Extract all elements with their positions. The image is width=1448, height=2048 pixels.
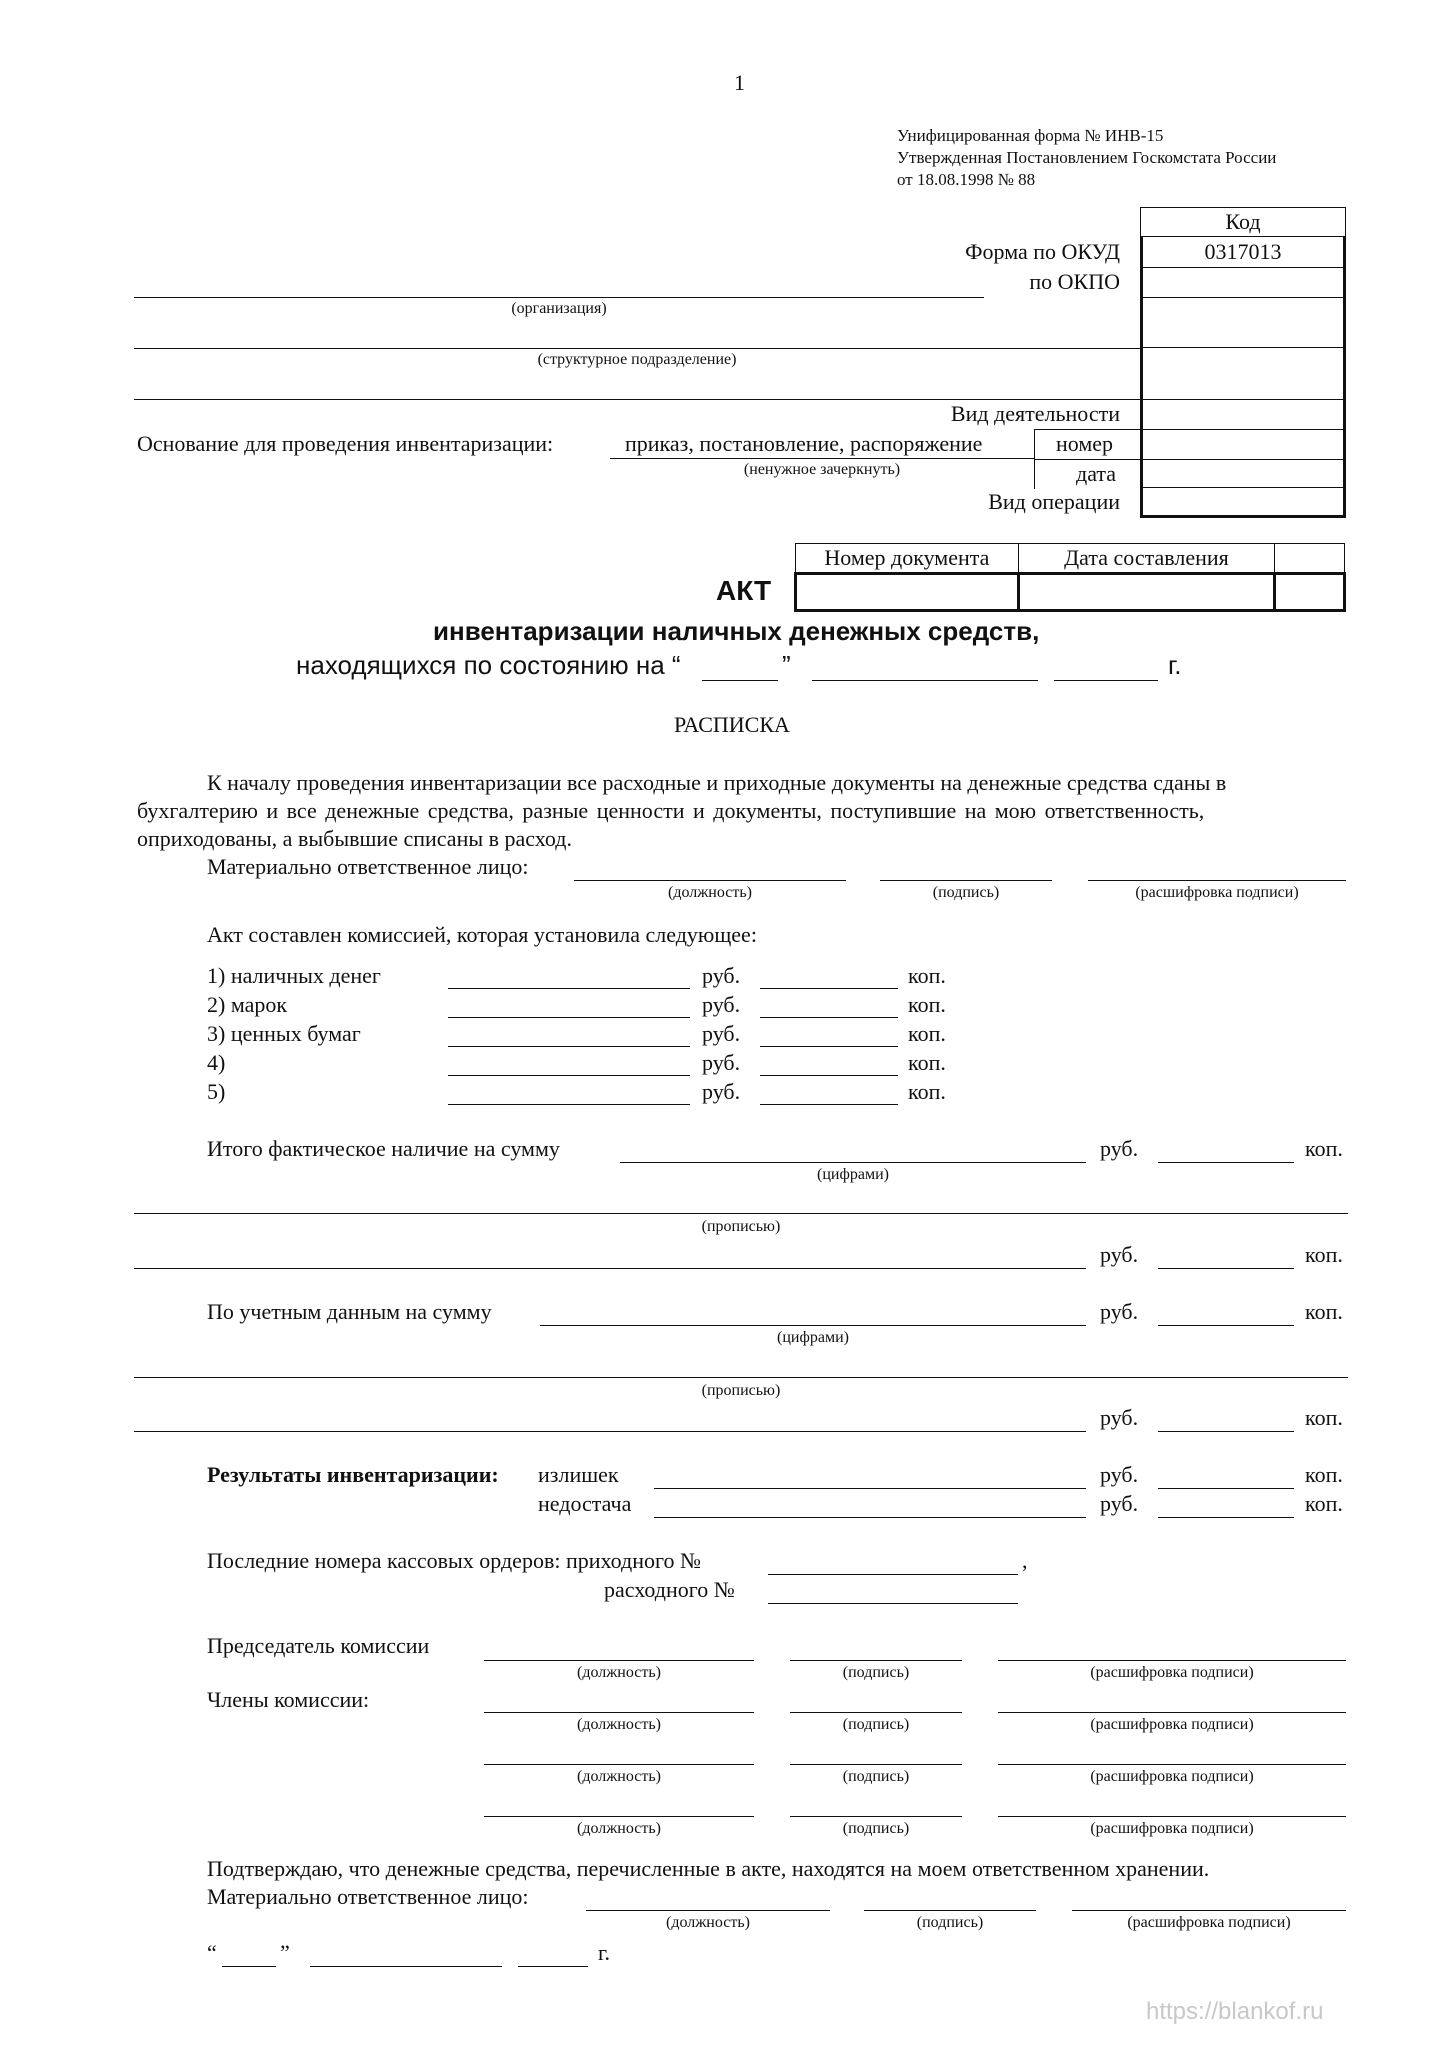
surplus-kop-field[interactable] — [1158, 1488, 1294, 1489]
basis-value: приказ, постановление, распоряжение — [625, 431, 983, 456]
caption-position: (должность) — [666, 1914, 750, 1931]
kop-label: коп. — [908, 992, 946, 1017]
actual-total-kop-field[interactable] — [1158, 1162, 1294, 1163]
year-suffix: г. — [1168, 650, 1182, 680]
division-line[interactable] — [134, 348, 1140, 349]
strike-caption: (ненужное зачеркнуть) — [743, 461, 901, 478]
okpo-label: по ОКПО — [1029, 269, 1120, 294]
caption-signature: (подпись) — [842, 1820, 910, 1837]
caption-position: (должность) — [577, 1664, 661, 1681]
caption-position: (должность) — [577, 1768, 661, 1785]
member-position-field[interactable] — [484, 1712, 754, 1713]
caption-signature: (подпись) — [932, 884, 1000, 901]
surplus-label: излишек — [538, 1462, 619, 1487]
confirm-month-field[interactable] — [310, 1966, 502, 1967]
results-label: Результаты инвентаризации: — [207, 1462, 499, 1487]
doc-number-field[interactable] — [796, 574, 1019, 611]
kop-label: коп. — [908, 1079, 946, 1104]
actual-total-words-field-2[interactable] — [134, 1268, 1086, 1269]
confirm-day-field[interactable] — [222, 1966, 276, 1967]
caption-signature: (подпись) — [916, 1914, 984, 1931]
basis-label: Основание для проведения инвентаризации: — [137, 431, 554, 456]
code-box — [1140, 236, 1346, 518]
item-rub-field[interactable] — [448, 1017, 690, 1018]
book-total-words-field[interactable] — [134, 1377, 1348, 1378]
actual-total-digits-field[interactable] — [620, 1162, 1086, 1163]
receipt-para-line1: К началу проведения инвентаризации все расходные и приходные документы на денежные средства сданы в — [207, 770, 1227, 795]
outgoing-order-label: расходного № — [604, 1577, 735, 1602]
rub-label: руб. — [1100, 1136, 1139, 1161]
actual-total-words-kop-field[interactable] — [1158, 1268, 1294, 1269]
incoming-order-field[interactable] — [768, 1574, 1018, 1575]
caption-decoding: (расшифровка подписи) — [1090, 1768, 1254, 1785]
member-position-field[interactable] — [484, 1764, 754, 1765]
rub-label: руб. — [702, 1079, 741, 1104]
rub-label: руб. — [702, 1050, 741, 1075]
caption-decoding: (расшифровка подписи) — [1090, 1820, 1254, 1837]
caption-digits: (цифрами) — [817, 1166, 889, 1183]
item-kop-field[interactable] — [760, 1046, 898, 1047]
caption-position: (должность) — [668, 884, 752, 901]
extra-line[interactable] — [134, 399, 1140, 400]
confirm-signature-field[interactable] — [864, 1910, 1036, 1911]
shortage-label: недостача — [538, 1491, 632, 1516]
receipt-title: РАСПИСКА — [674, 712, 790, 737]
orders-label: Последние номера кассовых ордеров: приходного № — [207, 1548, 701, 1573]
akt-title: АКТ — [716, 575, 772, 606]
rub-label: руб. — [1100, 1491, 1139, 1516]
receipt-para-line3: оприходованы, а выбывшие списаны в расход. — [137, 826, 572, 851]
receipt-decoding-field[interactable] — [1088, 880, 1346, 881]
member-signature-field[interactable] — [790, 1764, 962, 1765]
shortage-kop-field[interactable] — [1158, 1517, 1294, 1518]
item-label: 5) — [207, 1079, 226, 1104]
kop-label: коп. — [908, 963, 946, 988]
orders-comma: , — [1022, 1548, 1028, 1573]
rub-label: руб. — [1100, 1299, 1139, 1324]
rub-label: руб. — [1100, 1242, 1139, 1267]
caption-decoding: (расшифровка подписи) — [1127, 1914, 1291, 1931]
member-position-field[interactable] — [484, 1816, 754, 1817]
kop-label: коп. — [1305, 1462, 1343, 1487]
members-label: Члены комиссии: — [207, 1687, 370, 1712]
item-kop-field[interactable] — [760, 1017, 898, 1018]
receipt-mol-label: Материально ответственное лицо: — [207, 854, 529, 879]
item-kop-field[interactable] — [760, 1104, 898, 1105]
organization-caption: (организация) — [511, 300, 607, 317]
member-decoding-field[interactable] — [998, 1764, 1346, 1765]
doc-date-header: Дата составления — [1018, 544, 1274, 574]
watermark: https://blankof.ru — [1146, 1998, 1324, 2025]
okud-value: 0317013 — [1204, 239, 1282, 264]
member-signature-field[interactable] — [790, 1816, 962, 1817]
caption-signature: (подпись) — [842, 1716, 910, 1733]
item-rub-field[interactable] — [448, 1075, 690, 1076]
kop-label: коп. — [1305, 1299, 1343, 1324]
chairman-signature-field[interactable] — [790, 1660, 962, 1661]
rub-label: руб. — [702, 992, 741, 1017]
caption-decoding: (расшифровка подписи) — [1090, 1664, 1254, 1681]
chairman-label: Председатель комиссии — [207, 1633, 430, 1658]
date-label: дата — [1076, 461, 1117, 486]
division-caption: (структурное подразделение) — [537, 351, 737, 368]
quote-close: ” — [782, 650, 791, 680]
item-label: 4) — [207, 1050, 226, 1075]
book-total-label: По учетным данным на сумму — [207, 1299, 492, 1324]
item-label: 1) наличных денег — [207, 963, 381, 988]
confirm-mol-label: Материально ответственное лицо: — [207, 1884, 529, 1909]
caption-words: (прописью) — [701, 1218, 781, 1235]
kop-label: коп. — [908, 1050, 946, 1075]
commission-intro: Акт составлен комиссией, которая установила следующее: — [207, 922, 757, 947]
item-rub-field[interactable] — [448, 1104, 690, 1105]
kop-label: коп. — [1305, 1491, 1343, 1516]
kop-label: коп. — [908, 1021, 946, 1046]
caption-decoding: (расшифровка подписи) — [1135, 884, 1299, 901]
kop-label: коп. — [1305, 1405, 1343, 1430]
organization-line[interactable] — [134, 297, 984, 298]
doc-number-header: Номер документа — [796, 544, 1019, 574]
surplus-field[interactable] — [654, 1488, 1086, 1489]
receipt-para-line2: бухгалтерию и все денежные средства, разные ценности и документы, поступившие на мою ответственность, — [137, 798, 1205, 823]
receipt-signature-field[interactable] — [880, 880, 1052, 881]
actual-total-words-field[interactable] — [134, 1213, 1348, 1214]
number-label: номер — [1056, 431, 1114, 456]
caption-signature: (подпись) — [842, 1664, 910, 1681]
member-decoding-field[interactable] — [998, 1712, 1346, 1713]
year-field[interactable] — [1054, 680, 1158, 681]
kop-label: коп. — [1305, 1242, 1343, 1267]
outgoing-order-field[interactable] — [768, 1603, 1018, 1604]
caption-decoding: (расшифровка подписи) — [1090, 1716, 1254, 1733]
akt-state-line: находящихся по состоянию на “ — [296, 650, 681, 680]
approval-line: Утвержденная Постановлением Госкомстата России — [897, 148, 1277, 167]
document-table — [794, 543, 1346, 612]
activity-type-label: Вид деятельности — [950, 401, 1120, 426]
day-field[interactable] — [702, 680, 778, 681]
caption-signature: (подпись) — [842, 1768, 910, 1785]
book-total-words-field-2[interactable] — [134, 1431, 1086, 1432]
item-label: 3) ценных бумаг — [207, 1021, 361, 1046]
book-total-words-kop-field[interactable] — [1158, 1431, 1294, 1432]
confirm-position-field[interactable] — [586, 1910, 830, 1911]
month-field[interactable] — [812, 680, 1038, 681]
member-signature-field[interactable] — [790, 1712, 962, 1713]
code-header: Код — [1140, 207, 1346, 237]
member-decoding-field[interactable] — [998, 1816, 1346, 1817]
item-kop-field[interactable] — [760, 988, 898, 989]
receipt-position-field[interactable] — [574, 880, 846, 881]
chairman-position-field[interactable] — [484, 1660, 754, 1661]
confirm-year-suffix: г. — [598, 1940, 611, 1965]
item-kop-field[interactable] — [760, 1075, 898, 1076]
item-label: 2) марок — [207, 992, 288, 1017]
page-number: 1 — [734, 70, 745, 95]
confirm-decoding-field[interactable] — [1072, 1910, 1346, 1911]
rub-label: руб. — [1100, 1462, 1139, 1487]
akt-subtitle: инвентаризации наличных денежных средств, — [433, 616, 1040, 646]
confirm-year-field[interactable] — [518, 1966, 588, 1967]
actual-total-label: Итого фактическое наличие на сумму — [207, 1136, 560, 1161]
rub-label: руб. — [702, 963, 741, 988]
caption-position: (должность) — [577, 1716, 661, 1733]
shortage-field[interactable] — [654, 1517, 1086, 1518]
approval-date-line: от 18.08.1998 № 88 — [897, 170, 1036, 189]
caption-position: (должность) — [577, 1820, 661, 1837]
chairman-decoding-field[interactable] — [998, 1660, 1346, 1661]
rub-label: руб. — [1100, 1405, 1139, 1430]
date-close-quote: ” — [280, 1940, 290, 1965]
okud-label: Форма по ОКУД — [965, 239, 1120, 264]
date-open-quote: “ — [207, 1940, 217, 1965]
operation-type-label: Вид операции — [988, 489, 1120, 514]
item-rub-field[interactable] — [448, 1046, 690, 1047]
kop-label: коп. — [1305, 1136, 1343, 1161]
book-total-digits-field[interactable] — [540, 1325, 1086, 1326]
form-name-line: Унифицированная форма № ИНВ-15 — [897, 126, 1164, 145]
book-total-kop-field[interactable] — [1158, 1325, 1294, 1326]
caption-digits: (цифрами) — [777, 1329, 849, 1346]
item-rub-field[interactable] — [448, 988, 690, 989]
confirm-text: Подтверждаю, что денежные средства, перечисленные в акте, находятся на моем ответственном хранении. — [207, 1856, 1210, 1881]
caption-words: (прописью) — [701, 1382, 781, 1399]
rub-label: руб. — [702, 1021, 741, 1046]
doc-date-field[interactable] — [1018, 574, 1274, 611]
